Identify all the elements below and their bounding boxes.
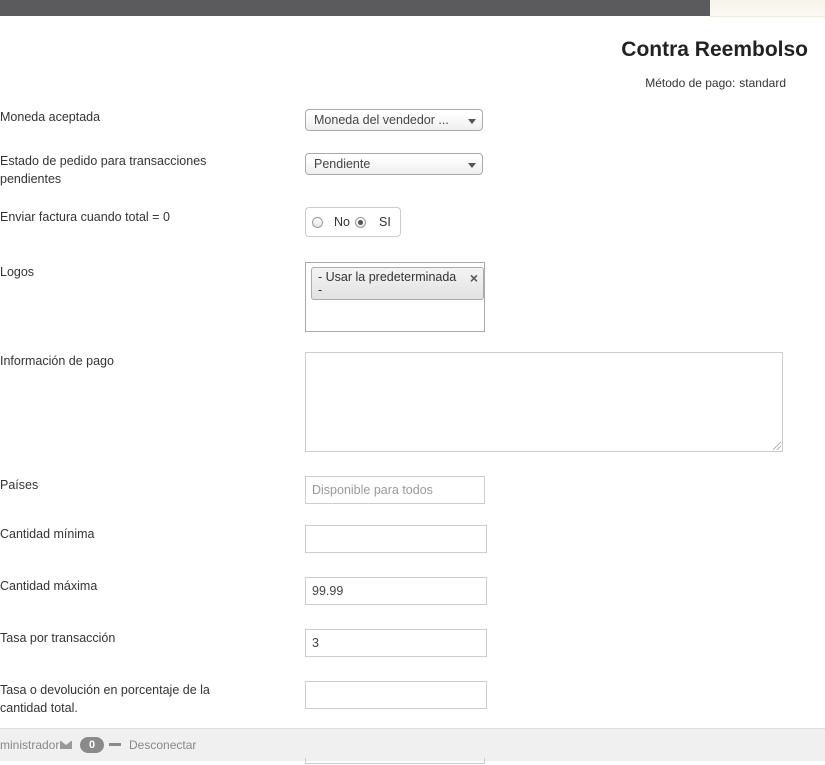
logout-link[interactable]: Desconectar xyxy=(129,738,197,752)
chevron-down-icon xyxy=(468,163,476,168)
payment-info-textarea[interactable] xyxy=(305,352,783,452)
percent-fee-label: Tasa o devolución en porcentaje de la cantidad total. xyxy=(0,683,210,715)
send-invoice-radio-group xyxy=(305,207,401,237)
radio-si[interactable] xyxy=(355,217,366,228)
payment-method-value: standard xyxy=(739,76,786,90)
chevron-down-icon xyxy=(468,119,476,124)
top-toolbar xyxy=(0,0,710,16)
currency-label: Moneda aceptada xyxy=(0,110,101,124)
pending-status-label: Estado de pedido para transacciones pendientes xyxy=(0,154,207,186)
admin-status-bar xyxy=(0,728,825,761)
logos-multiselect[interactable] xyxy=(305,262,485,332)
hidden-field-edge xyxy=(305,758,485,764)
payment-info-label: Información de pago xyxy=(0,354,114,368)
currency-select-value: Moneda del vendedor ... xyxy=(314,113,449,127)
logos-chip-label: - Usar la predeterminada - xyxy=(318,270,457,297)
percent-fee-input[interactable] xyxy=(305,681,487,709)
logos-label: Logos xyxy=(0,265,35,279)
minus-icon xyxy=(109,743,121,746)
logos-selected-chip xyxy=(311,267,484,300)
radio-no[interactable] xyxy=(312,217,323,228)
resize-handle-icon[interactable] xyxy=(773,442,781,450)
min-amount-input[interactable] xyxy=(305,525,487,553)
message-count-badge[interactable]: 0 xyxy=(80,737,104,753)
top-toolbar-right xyxy=(710,0,825,17)
min-amount-label: Cantidad mínima xyxy=(0,527,95,541)
pending-status-select-value: Pendiente xyxy=(314,157,371,171)
payment-method-label: Método de pago: xyxy=(645,76,736,90)
radio-no-label[interactable]: No xyxy=(334,215,350,229)
max-amount-input[interactable]: 99.99 xyxy=(305,577,487,605)
transaction-fee-input[interactable]: 3 xyxy=(305,629,487,657)
send-invoice-label: Enviar factura cuando total = 0 xyxy=(0,210,170,224)
page-title: Contra Reembolso xyxy=(621,38,808,61)
pending-status-select[interactable] xyxy=(305,153,483,175)
mail-icon[interactable] xyxy=(60,741,72,749)
payment-method-info xyxy=(645,76,786,90)
transaction-fee-label: Tasa por transacción xyxy=(0,631,116,645)
countries-input[interactable]: Disponible para todos xyxy=(305,476,485,504)
close-icon[interactable]: × xyxy=(469,270,478,286)
user-name[interactable]: ministrador xyxy=(0,738,60,752)
countries-label: Países xyxy=(0,478,39,492)
currency-select[interactable] xyxy=(305,109,483,131)
radio-si-label[interactable]: SI xyxy=(379,215,391,229)
max-amount-label: Cantidad máxima xyxy=(0,579,98,593)
